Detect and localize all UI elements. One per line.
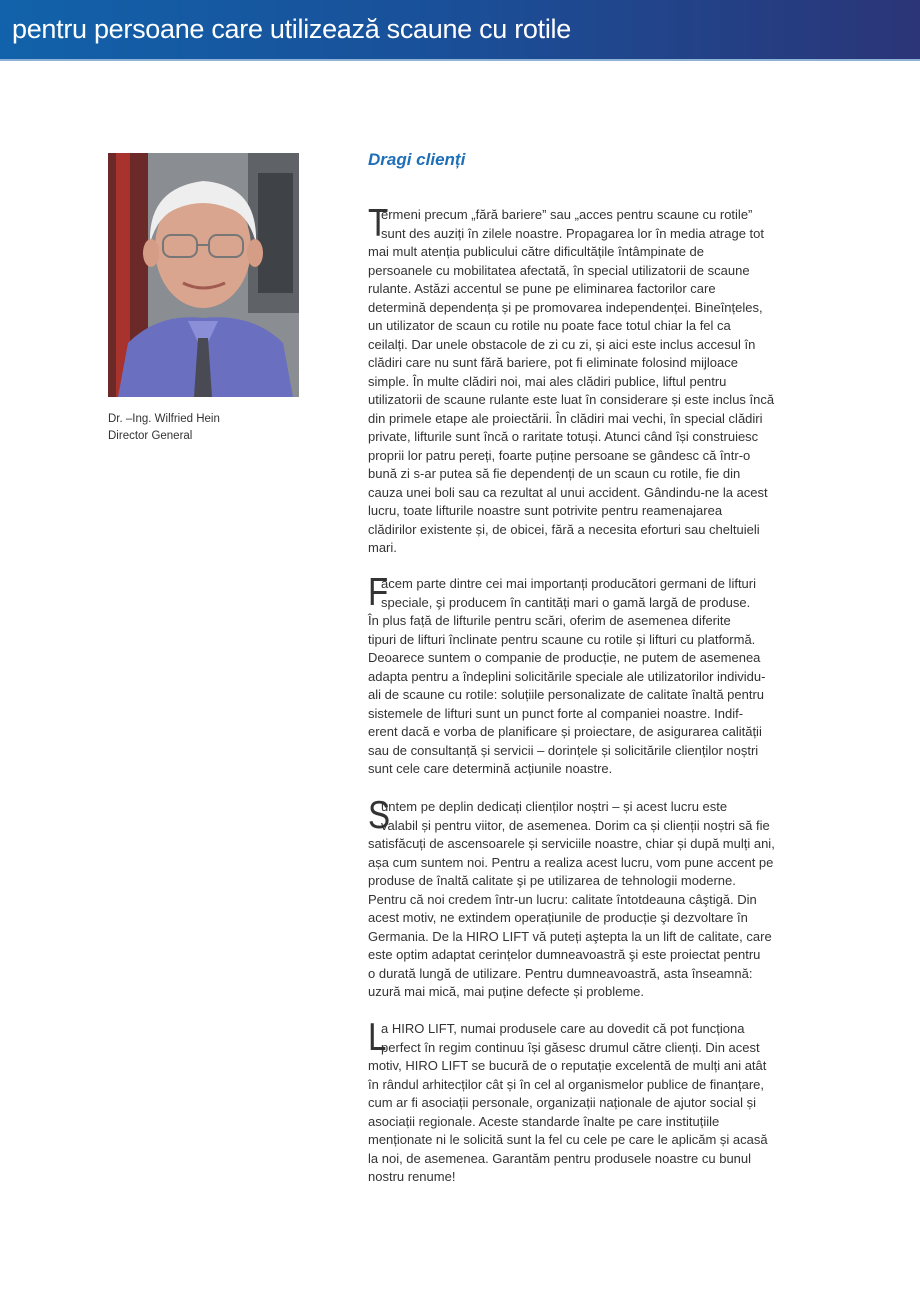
paragraph-line: motiv, HIRO LIFT se bucură de o reputație excelentă de mulți ani atât	[368, 1058, 767, 1073]
drop-cap: S	[368, 794, 391, 837]
paragraph-line: asociații regionale. Aceste standarde înalte pe care instituțiile	[368, 1113, 720, 1129]
paragraph-line: din primele etape ale proiectării. În clădiri mai vechi, în special clădiri	[368, 410, 763, 426]
paragraph-line: o durată lungă de utilizare. Pentru dumneavoastră, asta înseamnă:	[368, 965, 753, 981]
paragraph-line: nostru renume!	[368, 1169, 456, 1184]
portrait-name: Dr. –Ing. Wilfried Hein	[108, 413, 220, 425]
letter-paragraph	[368, 202, 808, 558]
paragraph-line: uzură mai mică, mai puține defecte și probleme.	[368, 984, 645, 999]
paragraph-line: utilizatorii de scaune rulante este luat în considerare și este inclus încă	[368, 392, 775, 407]
paragraph-line: cauza unei boli sau ca rezultat al unui accident. Gândindu-ne la acest	[368, 484, 768, 500]
portrait-role: Director General	[108, 430, 193, 442]
portrait-photo	[108, 153, 299, 397]
paragraph-line: În plus față de lifturile pentru scări, oferim de asemenea diferite	[368, 613, 731, 628]
paragraph-line: acest motiv, ne extindem operațiunile de producție şi dezvoltare în	[368, 910, 748, 925]
page-header-banner	[0, 0, 920, 61]
paragraph-line: private, lifturile sunt încă o raritate totuși. Atunci când își construiesc	[368, 429, 759, 444]
paragraph-line: proprii lor patru pereți, foarte puține persoane se gândesc că într-o	[368, 447, 751, 463]
paragraph-line: adapta pentru a îndeplini solicitările speciale ale utilizatorilor individu-	[368, 668, 766, 684]
paragraph-line: sau de consultanță și servicii – dorințele și solicitările clienților noștri	[368, 742, 759, 758]
paragraph-line: lucru, toate lifturile noastre sunt potrivite pentru reamenajarea	[368, 503, 723, 518]
paragraph-line: Germania. De la HIRO LIFT vă puteți aştepta la un lift de calitate, care	[368, 928, 772, 944]
paragraph-line: menționate ni le solicită sunt la fel cu cele pe care le aplicăm și acasă	[368, 1132, 768, 1147]
paragraph-line: ermeni precum „fără bariere” sau „acces pentru scaune cu rotile”	[381, 207, 753, 222]
paragraph-line: Deoarece suntem o companie de producție, ne putem de asemenea	[368, 650, 761, 665]
paragraph-line: clădirilor existente și, de obicei, fără a necesita eforturi sau cheltuieli	[368, 521, 760, 537]
paragraph-line: satisfăcuți de ascensoarele și serviciile noastre, chiar și după mulți ani,	[368, 836, 775, 851]
paragraph-line: rulante. Astăzi accentul se pune pe eliminarea factorilor care	[368, 281, 716, 296]
letter-paragraph	[368, 571, 808, 779]
paragraph-line: la noi, de asemenea. Garantăm pentru produsele noastre cu bunul	[368, 1150, 752, 1166]
paragraph-line: Pentru că noi credem într-un lucru: calitate întotdeauna câştigă. Din	[368, 891, 757, 907]
portrait-caption	[108, 411, 220, 445]
paragraph-line: simple. În multe clădiri noi, mai ales clădiri publice, liftul pentru	[368, 373, 727, 389]
letter-paragraph	[368, 794, 808, 1002]
paragraph-line: mai mult atenția publicului către dificultățile întâmpinate de	[368, 244, 705, 259]
page-header-title: pentru persoane care utilizează scaune cu rotile	[12, 14, 571, 44]
paragraph-line: a HIRO LIFT, numai produsele care au dovedit că pot funcționa	[381, 1021, 745, 1036]
paragraph-line: ceilalți. Dar unele obstacole de zi cu zi, și aici este inclus accesul în	[368, 336, 756, 352]
letter-paragraph	[368, 1016, 808, 1187]
paragraph-line: mari.	[368, 540, 397, 555]
paragraph-line: persoanele cu mobilitatea afectată, în special utilizatorii de scaune	[368, 262, 750, 278]
paragraph-line: bună zi s-ar putea să fie dependenți de un scaun cu rotile, fie din	[368, 466, 741, 481]
paragraph-line: ali de scaune cu rotile: soluțiile personalizate de calitate înaltă pentru	[368, 687, 765, 702]
paragraph-line: clădiri care nu sunt fără bariere, pot fi eliminate folosind mijloace	[368, 355, 738, 370]
drop-cap: F	[368, 571, 389, 614]
paragraph-line: sunt cele care determină acțiunile noastre.	[368, 761, 613, 776]
paragraph-line: perfect în regim continuu își găsesc drumul către clienți. Din acest	[381, 1039, 760, 1055]
paragraph-line: produse de înaltă calitate şi pe utilizarea de tehnologii moderne.	[368, 873, 736, 888]
letter-title: Dragi clienți	[368, 150, 466, 169]
drop-cap: L	[368, 1016, 387, 1059]
paragraph-line: așa cum suntem noi. Pentru a realiza acest lucru, vom pune accent pe	[368, 854, 774, 870]
paragraph-line: acem parte dintre cei mai importanți producători germani de lifturi	[381, 576, 757, 591]
paragraph-line: erent dacă e vorba de planificare și proiectare, de asigurarea calității	[368, 724, 762, 739]
paragraph-line: untem pe deplin dedicați clienților noștri – și acest lucru este	[381, 799, 728, 814]
paragraph-line: speciale, şi producem în cantități mari o gamă largă de produse.	[381, 594, 751, 610]
paragraph-line: valabil și pentru viitor, de asemenea. Dorim ca și clienții noștri să fie	[381, 817, 770, 833]
paragraph-line: un utilizator de scaun cu rotile nu poate face totul chiar la fel ca	[368, 318, 731, 333]
paragraph-line: sunt des auziți în zilele noastre. Propagarea lor în media atrage tot	[381, 225, 764, 241]
paragraph-line: cum ar fi asociații personale, organizații naționale de ajutor social și	[368, 1095, 757, 1110]
drop-cap: T	[368, 202, 389, 245]
paragraph-line: în rândul arhitecților cât și în cel al organismelor publice de finanțare,	[368, 1076, 764, 1092]
paragraph-line: este optim adaptat cerințelor dumneavoastră şi este proiectat pentru	[368, 947, 761, 962]
paragraph-line: determină dependența și pe promovarea independenței. Bineînțeles,	[368, 299, 763, 315]
paragraph-line: sistemele de lifturi sunt un punct forte al companiei noastre. Indif-	[368, 705, 744, 721]
paragraph-line: tipuri de lifturi înclinate pentru scaune cu rotile și lifturi cu platformă.	[368, 631, 756, 647]
